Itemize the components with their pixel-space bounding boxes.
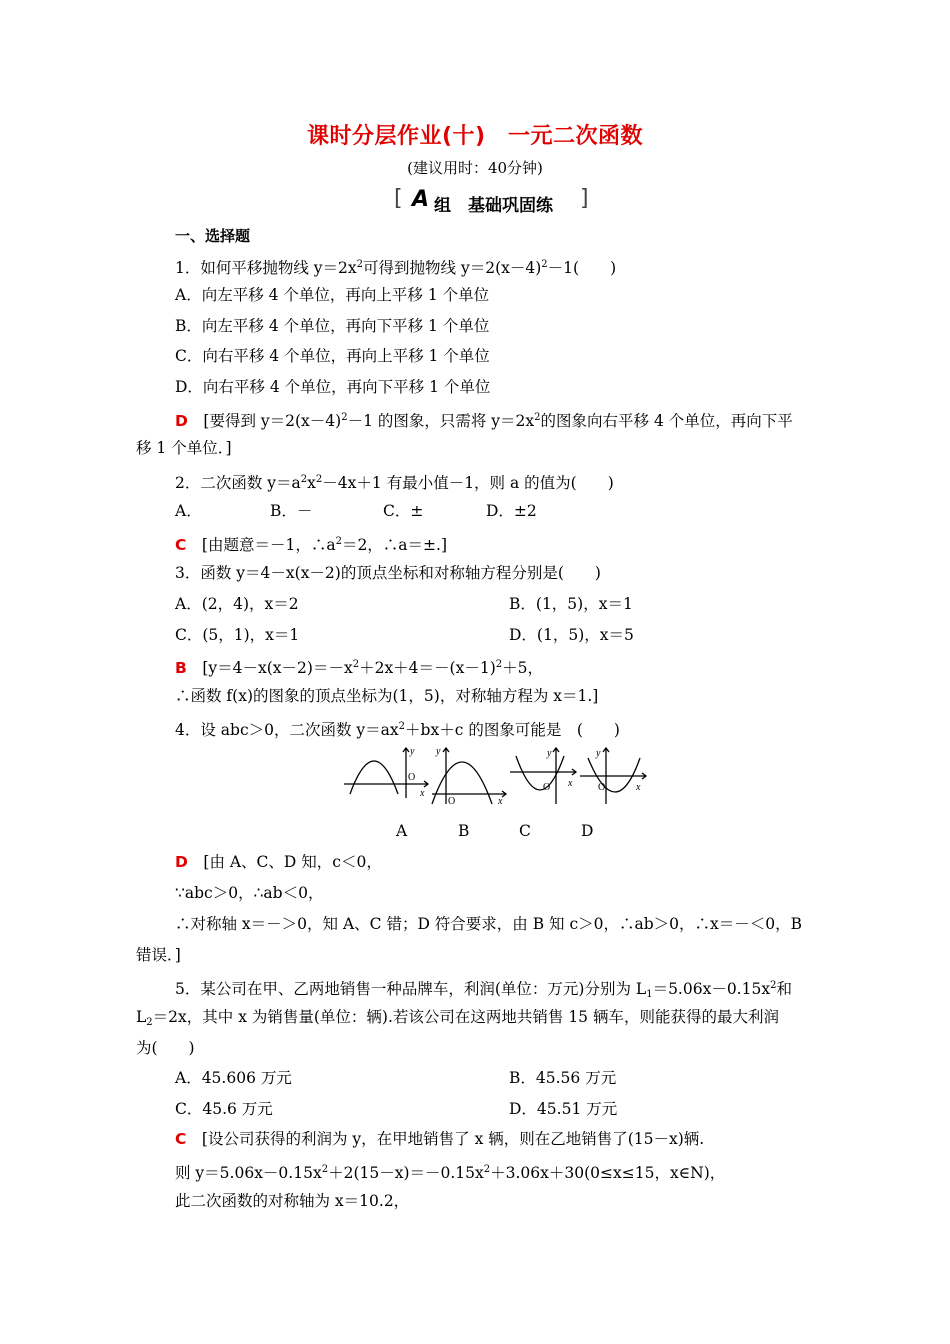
graph-b-x-label: x [498, 796, 503, 807]
group-letter: A [412, 187, 430, 212]
graph-d-origin: O [598, 782, 606, 793]
q1-stem: 1．如何平移抛物线 $y=2x^2$可得到抛物线 $y=2(x-4)^2-1$( ) [175, 259, 617, 277]
q5-stem-end: 为( ) [136, 1039, 195, 1057]
graph-label-c: C [519, 822, 531, 840]
graph-label-d: D [581, 822, 594, 840]
q1-option-a: A．向左平移 4 个单位，再向上平移 1 个单位 [175, 286, 490, 304]
q5-option-b: B．45.56 万元 [509, 1069, 617, 1087]
graph-c [510, 748, 576, 804]
q2-explanation: C [由题意＝－1，$\therefore a^2=2$，∴a＝±.] [175, 536, 448, 554]
q3-answer: B [175, 659, 187, 677]
q4-answer: D [175, 853, 188, 871]
q2-stem: 2．二次函数 $y=a^2x^2-4x+1$ 有最小值－1，则 a 的值为( ) [175, 474, 614, 492]
graph-d [580, 748, 646, 804]
q1-option-c: C．向右平移 4 个单位，再向上平移 1 个单位 [175, 347, 490, 365]
q5-option-a: A．45.606 万元 [175, 1069, 292, 1087]
q1-explanation: D [要得到 $y=2(x-4)^2-1$ 的图象，只需将 $y=2x^2$的图象向右平移 4 个单位，再向下平 [175, 412, 793, 430]
q1-answer: D [175, 412, 188, 430]
group-bracket-left: [ [394, 186, 403, 211]
graph-b [432, 748, 506, 804]
q3-option-a: A．(2，4)，x＝2 [175, 595, 299, 613]
q1-explanation-cont: 移 1 个单位．] [136, 439, 232, 457]
graph-c-x-label: x [568, 778, 573, 789]
q4-explanation: D [由 A、C、D 知，c＜0， [175, 853, 382, 871]
q5-answer: C [175, 1130, 187, 1148]
q5-stem-cont: $L_2=2x$，其中 x 为销售量(单位：辆).若该公司在这两地共销售 15 辆车，则能获得的最大利润 [136, 1008, 779, 1028]
q3-option-c: C．(5，1)，x＝1 [175, 626, 300, 644]
q2-option-a: A． [175, 502, 202, 520]
graph-d-y-label: y [596, 748, 601, 759]
q5-option-c: C．45.6 万元 [175, 1100, 273, 1118]
graph-d-x-label: x [636, 782, 641, 793]
group-bracket-right: ] [580, 186, 589, 211]
graph-label-a: A [396, 822, 408, 840]
q5-explanation-3: 此二次函数的对称轴为 x＝10.2， [175, 1192, 410, 1210]
q4-stem: 4．设 abc＞0，二次函数 $y=ax^2+bx+c$ 的图象可能是 ( ) [175, 721, 620, 739]
q3-explanation-cont: ∴函数 f(x)的图象的顶点坐标为(1，5)，对称轴方程为 x＝1.] [175, 687, 599, 705]
q1-option-b: B．向左平移 4 个单位，再向下平移 1 个单位 [175, 317, 490, 335]
q3-explanation: B [$y=4-x(x-2)=-x^2+2x+4=-(x-1)^2+5$， [175, 659, 543, 677]
q5-explanation-2: 则 $y=5.06x-0.15x^2+2(15-x)=-0.15x^2+3.06x+30(0\le x\le 15$，x∈N)， [175, 1164, 726, 1182]
graph-c-y-label: y [547, 748, 552, 759]
graph-label-b: B [458, 822, 470, 840]
q2-answer: C [175, 536, 187, 554]
parabola-options-figure [340, 742, 650, 808]
graph-a [344, 748, 428, 798]
q3-option-b: B．(1，5)，x＝1 [509, 595, 633, 613]
q5-option-d: D．45.51 万元 [509, 1100, 618, 1118]
graph-c-origin: O [543, 782, 551, 793]
group-title: 组 基础巩固练 [434, 196, 553, 216]
q1-option-d: D．向右平移 4 个单位，再向下平移 1 个单位 [175, 378, 491, 396]
q2-option-b: B．－ [270, 502, 313, 520]
graph-a-y-label: y [410, 746, 415, 757]
group-heading [394, 186, 594, 216]
section-heading: 一、选择题 [175, 227, 251, 245]
graph-a-x-label: x [420, 788, 425, 799]
q2-option-c: C．± [383, 502, 424, 520]
q3-stem: 3．函数 y＝4－x(x－2)的顶点坐标和对称轴方程分别是( ) [175, 564, 601, 582]
graph-b-origin: O [448, 796, 456, 807]
q5-explanation: C [设公司获得的利润为 y，在甲地销售了 x 辆，则在乙地销售了(15－x)辆. [175, 1130, 705, 1148]
q4-explanation-4: 错误．] [136, 946, 181, 964]
q3-option-d: D．(1，5)，x＝5 [509, 626, 634, 644]
graph-a-origin: O [408, 772, 416, 783]
page-title: 课时分层作业(十) 一元二次函数 [306, 124, 644, 149]
graph-b-y-label: y [436, 746, 441, 757]
q5-stem: 5．某公司在甲、乙两地销售一种品牌车，利润(单位：万元)分别为 $L_1=5.06x-0.15x^2$和 [175, 980, 792, 1000]
q4-explanation-2: ∵abc＞0，∴ab＜0， [175, 884, 324, 902]
suggested-time: (建议用时：40分钟) [407, 159, 543, 177]
q4-explanation-3: ∴对称轴 x＝－＞0，知 A、C 错；D 符合要求，由 B 知 c＞0，∴ab＞0，∴x＝－＜0，B [175, 915, 803, 933]
q2-option-d: D．±2 [486, 502, 537, 520]
